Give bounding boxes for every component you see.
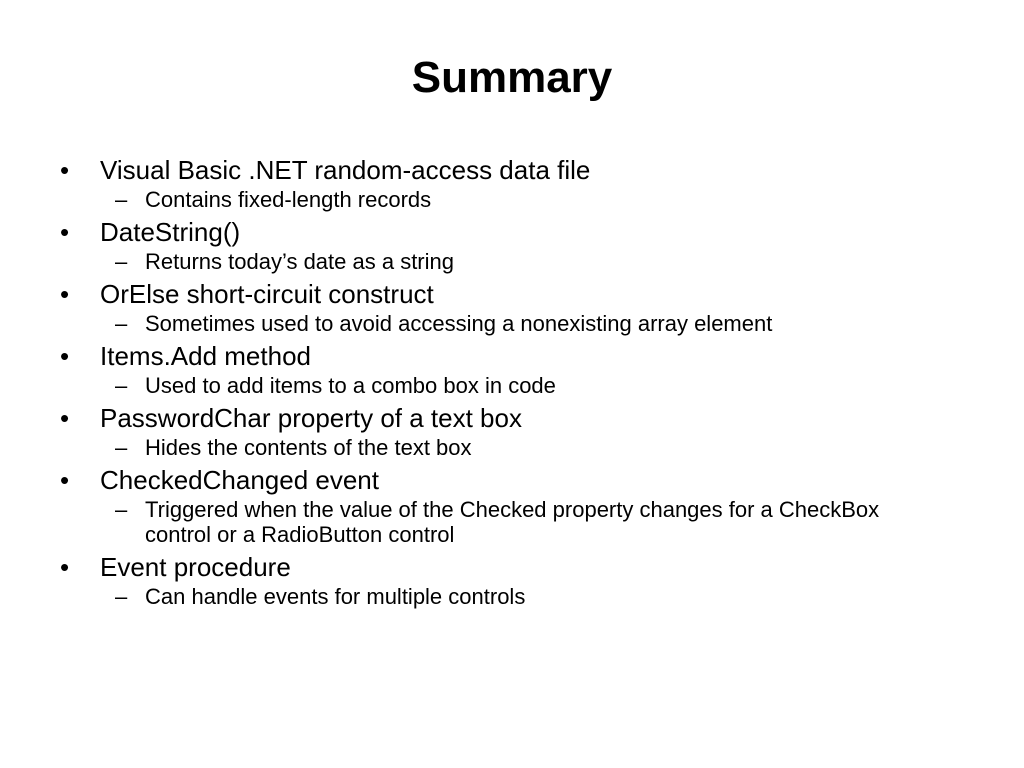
bullet-item — [60, 464, 960, 547]
sub-text: Triggered when the value of the Checked property changes for a CheckBox control or a RadioButton control — [145, 497, 880, 547]
bullet-text: Items.Add method — [100, 341, 311, 371]
sub-item — [100, 311, 960, 336]
sub-text: Sometimes used to avoid accessing a nonexisting array element — [145, 311, 773, 336]
dash-icon: – — [115, 435, 128, 460]
sub-text: Can handle events for multiple controls — [145, 584, 526, 609]
bullet-icon: • — [60, 217, 70, 247]
bullet-icon: • — [60, 465, 70, 495]
dash-icon: – — [115, 373, 128, 398]
bullet-icon: • — [60, 552, 70, 582]
bullet-item — [60, 551, 960, 609]
dash-icon: – — [115, 249, 128, 274]
bullet-text: CheckedChanged event — [100, 465, 379, 495]
sub-item — [100, 373, 960, 398]
sub-list — [100, 249, 960, 274]
bullet-item — [60, 216, 960, 274]
dash-icon: – — [115, 311, 128, 336]
sub-item — [100, 187, 960, 212]
bullet-text: Event procedure — [100, 552, 291, 582]
bullet-list — [60, 154, 960, 613]
bullet-text: OrElse short-circuit construct — [100, 279, 434, 309]
bullet-item — [60, 154, 960, 212]
bullet-icon: • — [60, 403, 70, 433]
bullet-icon: • — [60, 279, 70, 309]
sub-text: Used to add items to a combo box in code — [145, 373, 556, 398]
sub-item — [100, 497, 960, 547]
sub-text: Contains fixed-length records — [145, 187, 432, 212]
bullet-icon: • — [60, 341, 70, 371]
dash-icon: – — [115, 187, 128, 212]
bullet-text: DateString() — [100, 217, 241, 247]
dash-icon: – — [115, 584, 128, 609]
sub-text: Hides the contents of the text box — [145, 435, 472, 460]
bullet-icon: • — [60, 155, 70, 185]
bullet-item — [60, 402, 960, 460]
sub-text: Returns today’s date as a string — [145, 249, 454, 274]
bullet-item — [60, 278, 960, 336]
bullet-text: PasswordChar property of a text box — [100, 403, 522, 433]
sub-list — [100, 435, 960, 460]
sub-list — [100, 497, 960, 547]
sub-list — [100, 584, 960, 609]
bullet-item — [60, 340, 960, 398]
sub-list — [100, 373, 960, 398]
sub-list — [100, 187, 960, 212]
sub-item — [100, 584, 960, 609]
sub-list — [100, 311, 960, 336]
dash-icon: – — [115, 497, 128, 522]
slide-title: Summary — [411, 53, 613, 102]
bullet-text: Visual Basic .NET random-access data file — [100, 155, 591, 185]
sub-item — [100, 249, 960, 274]
sub-item — [100, 435, 960, 460]
